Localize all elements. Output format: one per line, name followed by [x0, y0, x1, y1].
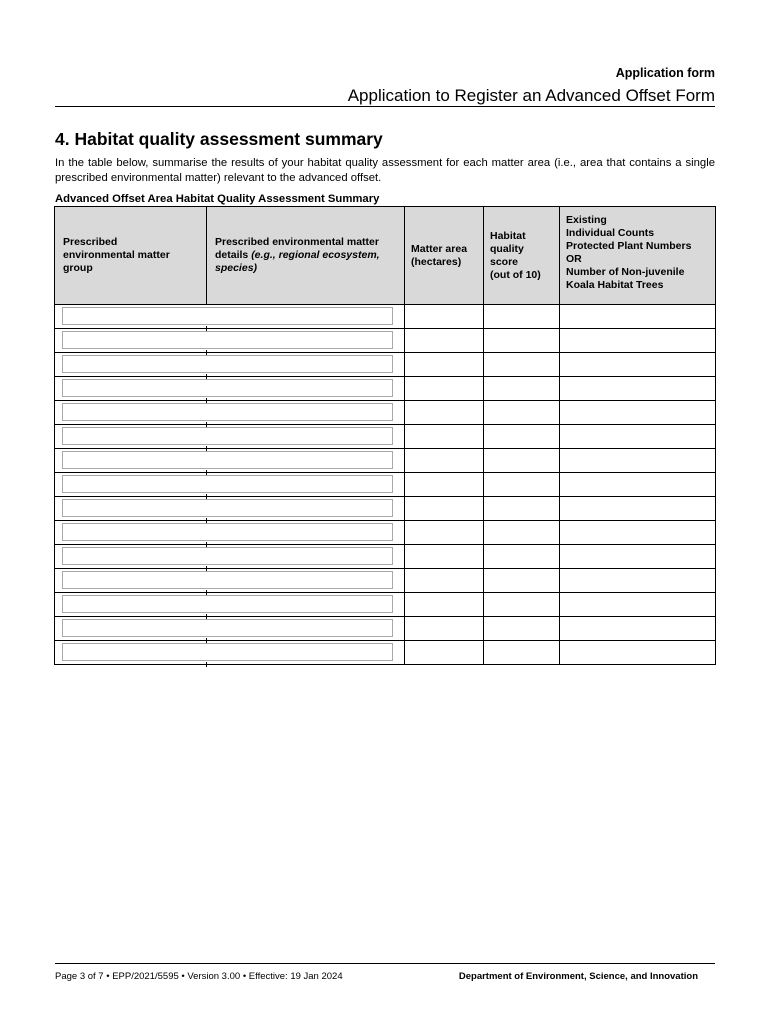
table-row — [55, 569, 716, 593]
header-line: Koala Habitat Trees — [566, 279, 664, 291]
matter-area-cell[interactable] — [405, 305, 484, 329]
matter-entry-cell — [55, 473, 405, 497]
header-line: Existing — [566, 214, 607, 226]
existing-count-cell[interactable] — [560, 401, 716, 425]
matter-entry-cell — [55, 617, 405, 641]
existing-count-cell[interactable] — [560, 569, 716, 593]
habitat-score-cell[interactable] — [484, 617, 560, 641]
matter-entry-cell — [55, 353, 405, 377]
header-line: quality — [490, 242, 524, 255]
matter-area-cell[interactable] — [405, 425, 484, 449]
header-line: environmental matter — [63, 249, 170, 261]
existing-count-cell[interactable] — [560, 641, 716, 665]
header-line: OR — [566, 253, 582, 265]
table-row — [55, 401, 716, 425]
header-line: Number of Non-juvenile — [566, 266, 685, 278]
table-body — [55, 305, 716, 665]
table-row — [55, 449, 716, 473]
table-row — [55, 545, 716, 569]
habitat-score-cell[interactable] — [484, 401, 560, 425]
existing-count-cell[interactable] — [560, 521, 716, 545]
footer-department: Department of Environment, Science, and Innovation — [458, 971, 698, 982]
footer-page-info: Page 3 of 7 • EPP/2021/5595 • Version 3.00 • Effective: 19 Jan 2024 — [55, 971, 343, 982]
matter-entry-cell — [55, 305, 405, 329]
table-header-row — [55, 207, 716, 305]
matter-area-cell[interactable] — [405, 521, 484, 545]
matter-area-cell[interactable] — [405, 617, 484, 641]
document-title: Application to Register an Advanced Offset Form — [347, 86, 715, 105]
habitat-quality-table — [54, 206, 716, 665]
matter-area-cell[interactable] — [405, 377, 484, 401]
matter-area-cell[interactable] — [405, 401, 484, 425]
existing-count-cell[interactable] — [560, 473, 716, 497]
habitat-score-cell[interactable] — [484, 449, 560, 473]
header-line: Habitat — [490, 229, 526, 242]
table-row — [55, 473, 716, 497]
table-row — [55, 329, 716, 353]
matter-area-cell[interactable] — [405, 593, 484, 617]
table-row — [55, 353, 716, 377]
header-matter-details — [207, 207, 405, 305]
matter-area-cell[interactable] — [405, 641, 484, 665]
matter-entry-cell — [55, 329, 405, 353]
matter-entry-field[interactable] — [62, 355, 393, 373]
header-line: Matter area — [411, 242, 468, 255]
matter-entry-field[interactable] — [62, 571, 393, 589]
header-line: Individual Counts — [566, 227, 655, 239]
table-row — [55, 593, 716, 617]
matter-entry-field[interactable] — [62, 475, 393, 493]
matter-entry-field[interactable] — [62, 643, 393, 661]
matter-area-cell[interactable] — [405, 353, 484, 377]
matter-entry-field[interactable] — [62, 331, 393, 349]
matter-entry-field[interactable] — [62, 379, 393, 397]
header-line: (hectares) — [411, 255, 462, 268]
matter-area-cell[interactable] — [405, 545, 484, 569]
habitat-score-cell[interactable] — [484, 305, 560, 329]
existing-count-cell[interactable] — [560, 545, 716, 569]
habitat-score-cell[interactable] — [484, 377, 560, 401]
matter-entry-cell — [55, 593, 405, 617]
header-example-text: (e.g., regional ecosystem, species) — [215, 249, 380, 274]
table-row — [55, 497, 716, 521]
matter-entry-field[interactable] — [62, 499, 393, 517]
header-label: Application form — [615, 66, 715, 80]
header-line: group — [63, 262, 93, 274]
existing-count-cell[interactable] — [560, 305, 716, 329]
matter-entry-cell — [55, 425, 405, 449]
matter-entry-field[interactable] — [62, 307, 393, 325]
matter-entry-field[interactable] — [62, 403, 393, 421]
habitat-score-cell[interactable] — [484, 521, 560, 545]
matter-entry-field[interactable] — [62, 547, 393, 565]
table-row — [55, 305, 716, 329]
header-line: score — [490, 255, 519, 268]
header-line: Prescribed — [63, 236, 118, 248]
matter-entry-cell — [55, 521, 405, 545]
existing-count-cell[interactable] — [560, 449, 716, 473]
header-habitat-score — [484, 207, 560, 305]
matter-entry-field[interactable] — [62, 619, 393, 637]
matter-entry-cell — [55, 449, 405, 473]
existing-count-cell[interactable] — [560, 425, 716, 449]
table-caption: Advanced Offset Area Habitat Quality Assessment Summary — [55, 193, 380, 205]
matter-entry-cell — [55, 497, 405, 521]
column-divider-mark — [206, 662, 207, 667]
habitat-score-cell[interactable] — [484, 353, 560, 377]
header-line: (out of 10) — [490, 268, 541, 281]
habitat-score-cell[interactable] — [484, 569, 560, 593]
matter-entry-cell — [55, 545, 405, 569]
habitat-score-cell[interactable] — [484, 425, 560, 449]
header-divider — [55, 106, 715, 107]
header-matter-group — [55, 207, 207, 305]
existing-count-cell[interactable] — [560, 377, 716, 401]
habitat-score-cell[interactable] — [484, 593, 560, 617]
table-row — [55, 425, 716, 449]
section-title: 4. Habitat quality assessment summary — [55, 129, 383, 149]
table-row — [55, 377, 716, 401]
header-matter-area — [405, 207, 484, 305]
matter-area-cell[interactable] — [405, 497, 484, 521]
matter-area-cell[interactable] — [405, 569, 484, 593]
matter-area-cell[interactable] — [405, 329, 484, 353]
existing-count-cell[interactable] — [560, 497, 716, 521]
habitat-score-cell[interactable] — [484, 329, 560, 353]
existing-count-cell[interactable] — [560, 329, 716, 353]
table-row — [55, 641, 716, 665]
table-row — [55, 521, 716, 545]
matter-entry-cell — [55, 377, 405, 401]
matter-entry-cell — [55, 641, 405, 665]
habitat-score-cell[interactable] — [484, 497, 560, 521]
existing-count-cell[interactable] — [560, 617, 716, 641]
matter-entry-cell — [55, 401, 405, 425]
matter-entry-field[interactable] — [62, 523, 393, 541]
existing-count-cell[interactable] — [560, 353, 716, 377]
table-row — [55, 617, 716, 641]
matter-area-cell[interactable] — [405, 449, 484, 473]
habitat-score-cell[interactable] — [484, 545, 560, 569]
matter-entry-field[interactable] — [62, 427, 393, 445]
header-line: Protected Plant Numbers — [566, 240, 692, 252]
existing-count-cell[interactable] — [560, 593, 716, 617]
section-intro: In the table below, summarise the results of your habitat quality assessment for each matter area (i.e., area that contains a single prescribed environmental matter) relevant to the advanced offset. — [55, 157, 715, 184]
habitat-score-cell[interactable] — [484, 641, 560, 665]
header-existing-counts — [560, 207, 716, 305]
habitat-score-cell[interactable] — [484, 473, 560, 497]
matter-area-cell[interactable] — [405, 473, 484, 497]
matter-entry-field[interactable] — [62, 451, 393, 469]
header-text: Prescribed environmental matter details — [215, 236, 379, 261]
matter-entry-cell — [55, 569, 405, 593]
footer-divider — [55, 963, 715, 964]
matter-entry-field[interactable] — [62, 595, 393, 613]
